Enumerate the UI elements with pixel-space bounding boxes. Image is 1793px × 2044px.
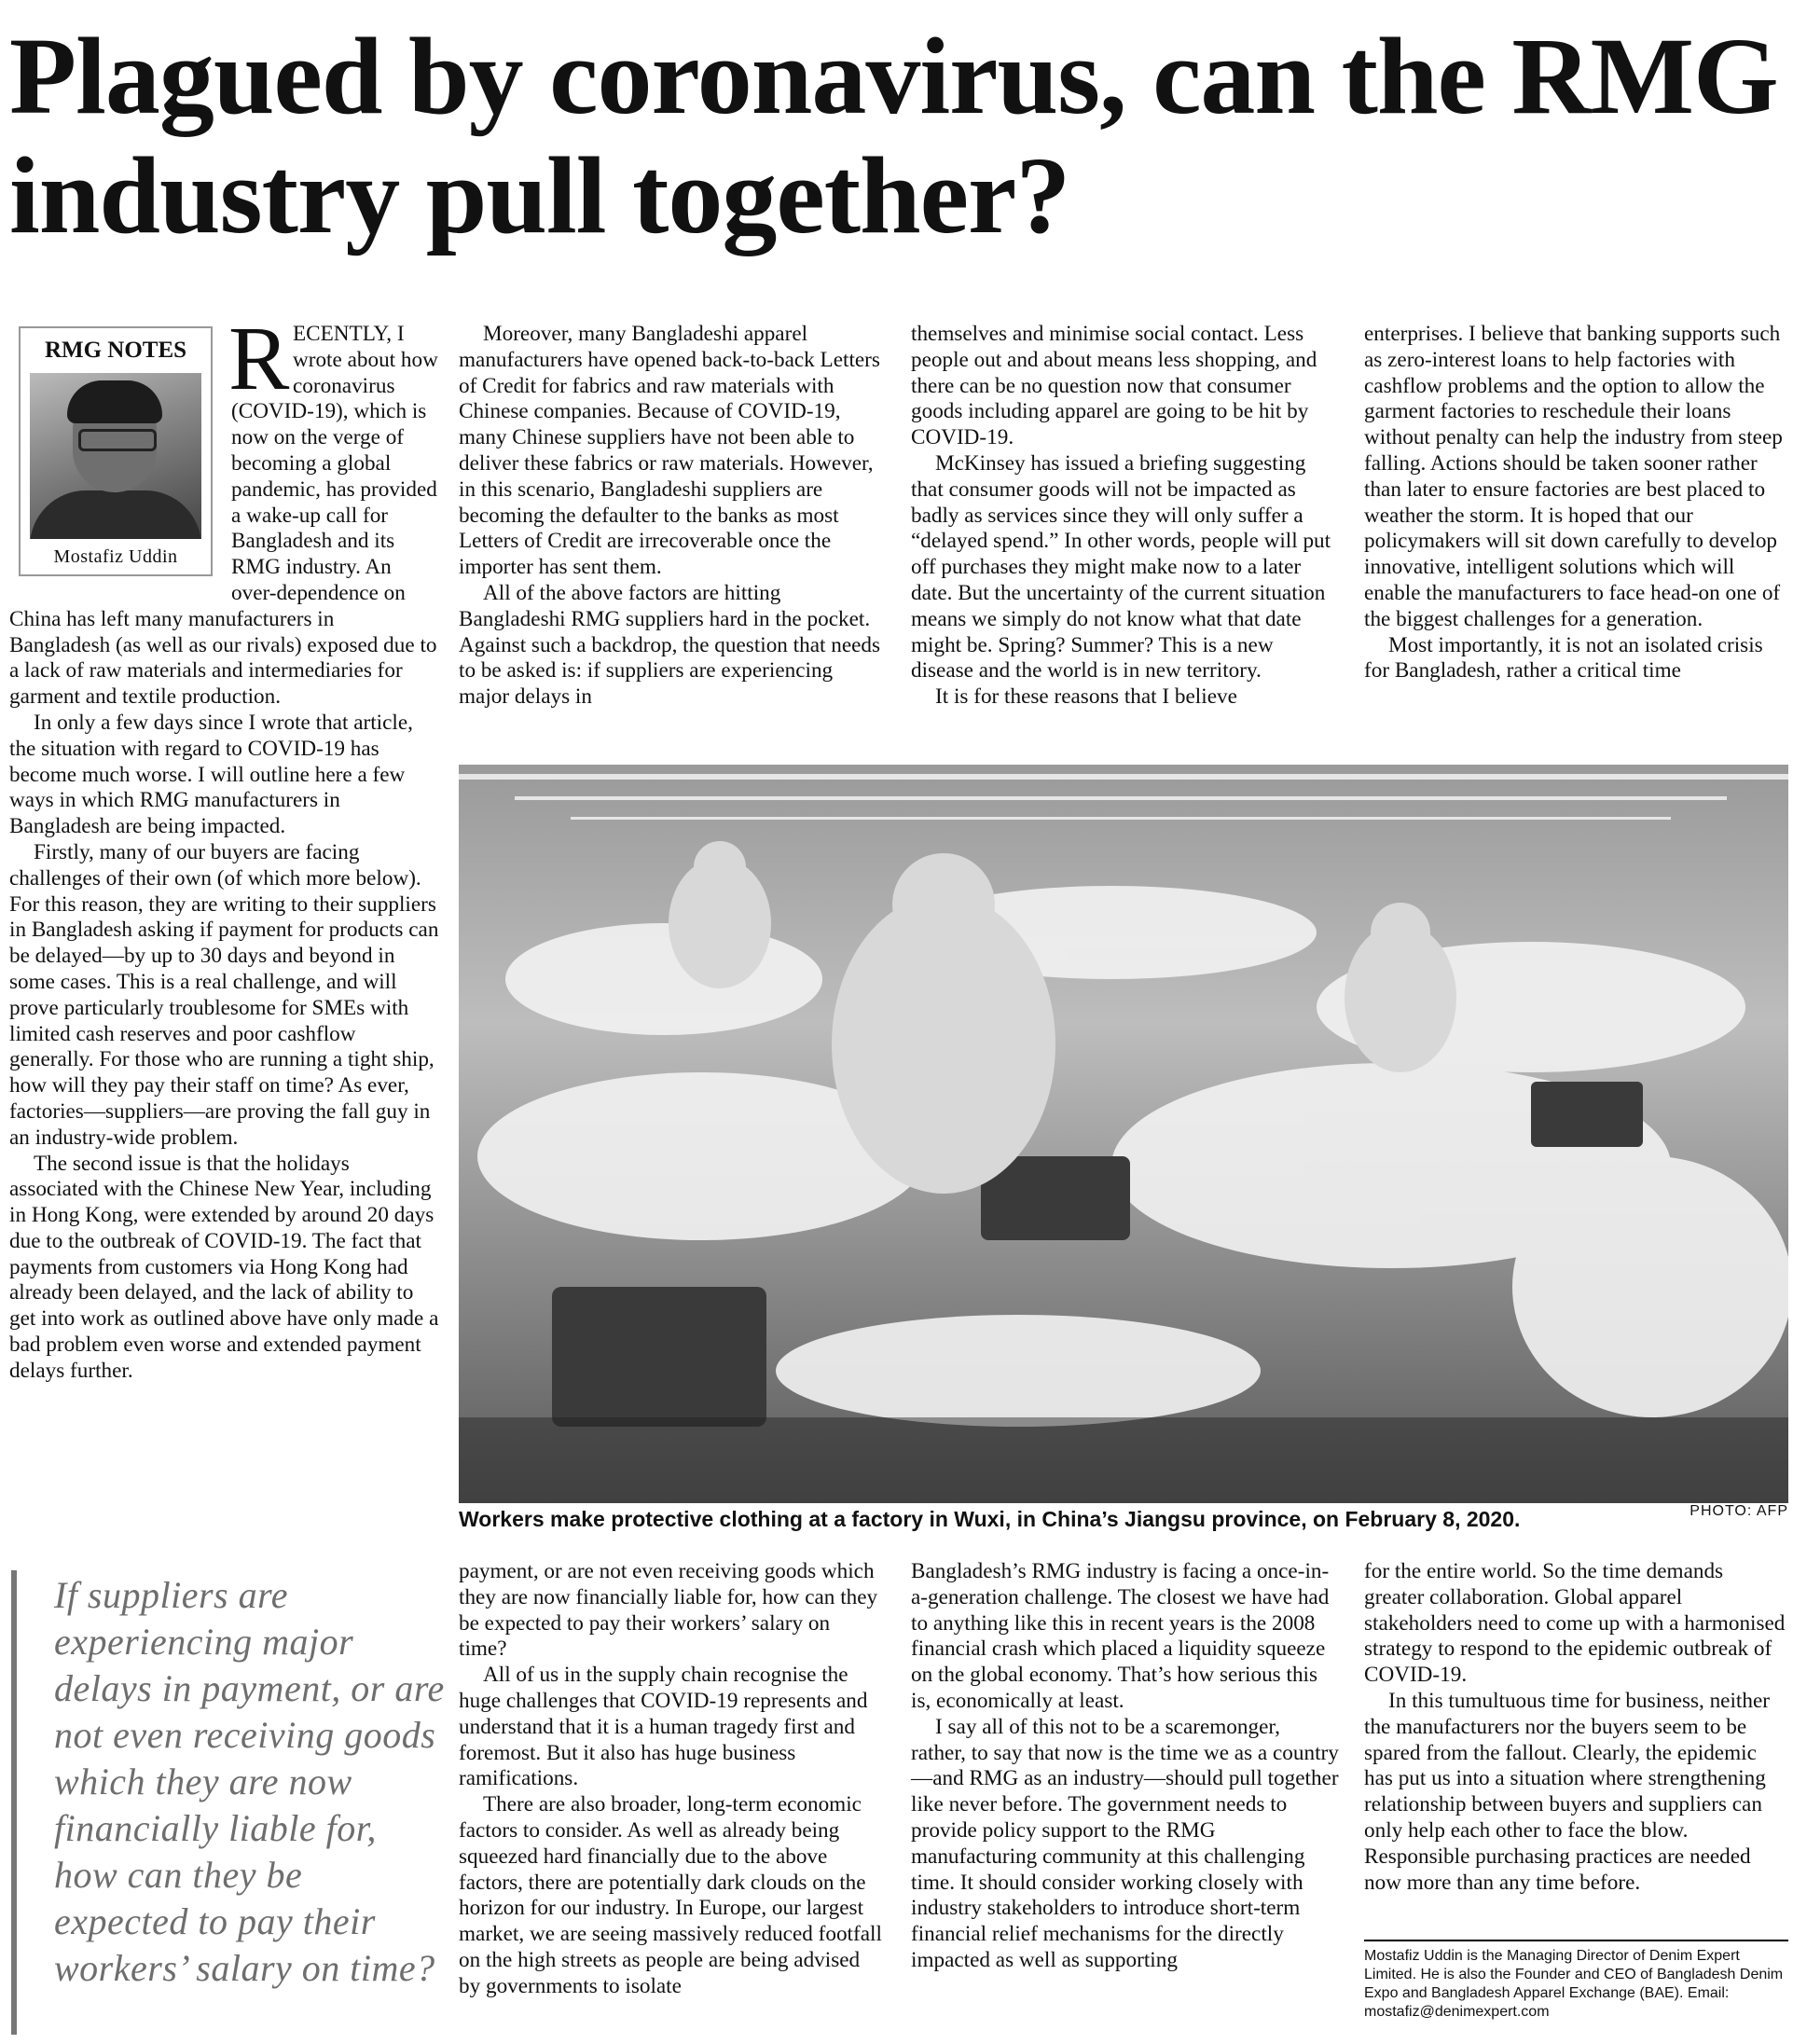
headline: Plagued by coronavirus, can the RMG industry pull together? <box>9 15 1778 256</box>
paragraph: payment, or are not even receiving goods which they are now financially liable for, how can they be expected to pay their workers’ salary on time? <box>459 1559 878 1662</box>
paragraph: The second issue is that the holidays associated with the Chinese New Year, including in Hong Kong, were extended by around 20 days due to the outbreak of COVID-19. The fact that payments from customers via Hong Kong had already been delayed, and the lack of ability to get into work as outlined above have only made a bad problem even worse and extended payment delays further. <box>9 1151 439 1383</box>
article-column-3 <box>911 322 1340 711</box>
pull-quote-text: If suppliers are experiencing major delays in payment, or are not even receiving goods which they are now financially liable for, how can they be expected to pay their workers’ salary on time? <box>54 1574 445 1989</box>
paragraph: for the entire world. So the time demands greater collaboration. Global apparel stakeholders need to come up with a harmonised strategy to respond to the epidemic outbreak of COVID-19. <box>1364 1559 1786 1688</box>
article-column-1 <box>9 322 440 1385</box>
paragraph: All of the above factors are hitting Bangladeshi RMG suppliers hard in the pocket. Against such a backdrop, the question that needs to be asked is: if suppliers are experiencing major delays in <box>459 580 881 710</box>
article-column-4-lower <box>1364 1559 1788 1896</box>
paragraph: themselves and minimise social contact. Less people out and about means less shopping, and there can be no question now that consumer goods including apparel are going to be hit by COVID-19. <box>911 322 1317 450</box>
paragraph: There are also broader, long-term economic factors to consider. As well as already being squeezed hard financially due to the above factors, there are potentially dark clouds on the horizon for our industry. In Europe, our largest market, we are seeing massively reduced footfall on the high streets as people are being advised by governments to isolate <box>459 1792 882 1998</box>
paragraph: All of us in the supply chain recognise the huge challenges that COVID-19 represents and understand that it is a human tragedy first and foremost. But it also has huge business ramifications. <box>459 1663 868 1791</box>
paragraph: Firstly, many of our buyers are facing challenges of their own (of which more below). For this reason, they are writing to their suppliers in Bangladesh asking if payment for products can be delayed—by up to 30 days and beyond in some cases. This is a real challenge, and will prove particularly troublesome for SMEs with limited cash reserves and poor cashflow generally. For those who are running a tight ship, how will they pay their staff on time? As ever, factories—suppliers—are proving the fall guy in an industry-wide problem. <box>9 839 439 1150</box>
article-column-2-lower <box>459 1559 883 2000</box>
paragraph: I say all of this not to be a scaremonger, rather, to say that now is the time we as a country—and RMG as an industry—should pull together like never before. The government needs to provide policy support to the RMG manufacturing community at this challenging time. It should consider working closely with industry stakeholders to introduce short-term financial relief mechanisms for the directly impacted as well as supporting <box>911 1714 1339 1972</box>
lead-paragraph: ECENTLY, I wrote about how coronavirus (COVID-19), which is now on the verge of becoming a global pandemic, has provided a wake-up call for Bangladesh and its RMG industry. An over-dependence on China has left many manufacturers in Bangladesh (as well as our rivals) exposed due to a lack of raw materials and intermediaries for garment and textile production. <box>9 322 438 710</box>
author-bio: Mostafiz Uddin is the Managing Director of Denim Expert Limited. He is also the Founder and CEO of Bangladesh Denim Expo and Bangladesh Apparel Exchange (BAE). Email: mostafiz@denimexpert.com <box>1364 1948 1784 2020</box>
drop-cap: R <box>228 309 290 409</box>
factory-photo <box>459 765 1788 1503</box>
paragraph: Bangladesh’s RMG industry is facing a once-in-a-generation challenge. The closest we have had to anything like this in recent years is the 2008 financial crash which placed a liquidity squeeze on the global economy. That’s how serious this is, economically at least. <box>911 1559 1330 1713</box>
paragraph: Most importantly, it is not an isolated crisis for Bangladesh, rather a critical time <box>1364 632 1763 684</box>
section-label: RMG NOTES <box>44 338 187 363</box>
paragraph: In this tumultuous time for business, neither the manufacturers nor the buyers seem to be spared from the fallout. Clearly, the epidemic has put us into a situation where strengthening relationship between buyers and suppliers can only help each other to face the blow. Responsible purchasing practices are needed now more than any time before. <box>1364 1688 1770 1895</box>
article-column-2 <box>459 322 883 711</box>
article-column-3-lower <box>911 1559 1340 1974</box>
paragraph: McKinsey has issued a briefing suggesting that consumer goods will not be impacted as badly as services since they will only suffer a “delayed spend.” In other words, people will put off purchases they might make now to a later date. But the uncertainty of the current situation means we simply do not know what that date might be. Spring? Summer? This is a new disease and the world is in new territory. <box>911 450 1331 684</box>
photo-caption: Workers make protective clothing at a factory in Wuxi, in China’s Jiangsu province, on February 8, 2020. <box>459 1507 1521 1531</box>
paragraph: enterprises. I believe that banking supports such as zero-interest loans to help factories with cashflow problems and the option to allow the garment factories to reschedule their loans without penalty can help the industry from steep falling. Actions should be taken sooner rather than later to ensure factories are best placed to weather the storm. It is hoped that our policymakers will sit down carefully to develop innovative, intelligent solutions which will enable the manufacturers to face head-on one of the biggest challenges for a generation. <box>1364 322 1783 631</box>
paragraph: Moreover, many Bangladeshi apparel manufacturers have opened back-to-back Letters of Credit for fabrics and raw materials with Chinese companies. Because of COVID-19, many Chinese suppliers have not been able to deliver these fabrics or raw materials. However, in this scenario, Bangladeshi suppliers are becoming the defaulter to the banks as most Letters of Credit are irrecoverable once the importer has sent them. <box>459 322 880 580</box>
photo-credit: PHOTO: AFP <box>1690 1503 1788 1519</box>
paragraph: In only a few days since I wrote that article, the situation with regard to COVID-19 has become much worse. I will outline here a few ways in which RMG manufacturers in Bangladesh are being impacted. <box>9 710 413 839</box>
pull-quote <box>11 1570 446 2035</box>
bio-divider <box>1364 1940 1788 1941</box>
author-name: Mostafiz Uddin <box>53 546 178 567</box>
paragraph: It is for these reasons that I believe <box>935 684 1237 710</box>
article-column-4 <box>1364 322 1788 684</box>
